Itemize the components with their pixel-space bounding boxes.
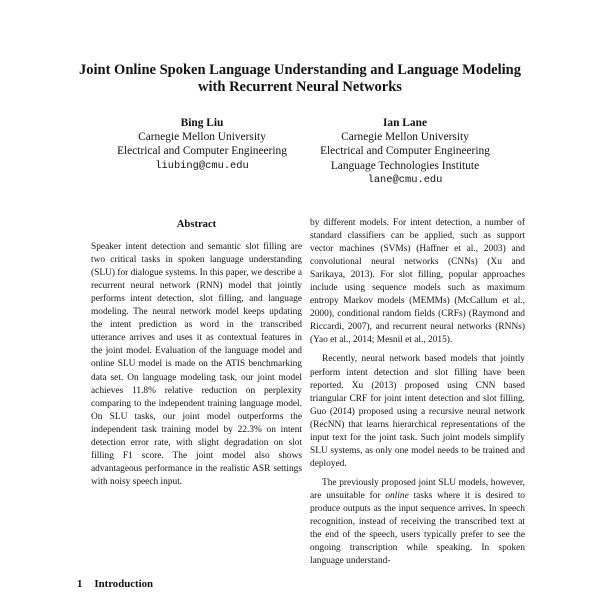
author-email: liubing@cmu.edu — [155, 159, 249, 172]
author-name: Ian Lane — [383, 117, 427, 129]
body-text: tasks where it is desired to produce outputs as the input sequence arrives. In speech recognition, instead of receiving the transcribed text at the end of the speech, users typically prefer to see the ongoing transcription while speaking. In spoken language understand- — [310, 490, 525, 567]
author-affiliation: Language Technologies Institute — [330, 159, 480, 172]
author-affiliation: Electrical and Computer Engineering — [117, 145, 287, 158]
right-column-clip — [310, 217, 525, 600]
author-email: lane@cmu.edu — [367, 173, 443, 186]
paper-title-line-1: Joint Online Spoken Language Understanding and Language Modeling — [79, 62, 521, 78]
author-block-1 — [100, 116, 304, 173]
author-name: Bing Liu — [180, 117, 224, 129]
author-block-2 — [300, 116, 510, 187]
author-affiliation: Carnegie Mellon University — [341, 131, 469, 144]
body-text: The previously proposed joint SLU models, however, are unsuitable for — [310, 477, 525, 501]
emphasized-word: online — [385, 490, 409, 501]
abstract-body: Speaker intent detection and semantic slot filling are two critical tasks in spoken language understanding (SLU) for dialogue systems. In this paper, we describe a recurrent neural network (RNN) model that jointly performs intent detection, slot filling, and language modeling. The neural network model keeps updating the intent prediction as word in the transcribed utterance arrives and uses it as contextual features in the joint model. Evaluation of the language model and online SLU model is made on the ATIS benchmarking data set. On language modeling task, our joint model achieves 11.8% relative reduction on perplexity comparing to the independent training language model. On SLU tasks, our joint model outperforms the independent task training model by 22.3% on intent detection error rate, with slight degradation on slot filling F1 score. The joint model also shows advantageous performance in the realistic ASR settings with noisy speech input. — [91, 242, 302, 487]
section-heading-introduction — [77, 578, 153, 590]
left-column — [89, 218, 304, 489]
paper-title — [40, 62, 560, 96]
paper-title-line-2: with Recurrent Neural Networks — [198, 79, 402, 95]
author-affiliation: Carnegie Mellon University — [138, 131, 266, 144]
body-paragraph: Recently, neural network based models that jointly perform intent detection and slot filling have been reported. Xu (2013) proposed using CNN based triangular CRF for joint intent detection and slot filling. Guo (2014) proposed using a recursive neural network (RecNN) that learns hierarchical representations of the input text for the joint task. Such joint models simplify SLU systems, as only one model needs to be trained and deployed. — [310, 354, 525, 469]
abstract-heading: Abstract — [176, 219, 217, 230]
author-affiliation: Electrical and Computer Engineering — [320, 145, 490, 158]
section-title: Introduction — [94, 578, 154, 590]
body-paragraph — [310, 477, 525, 568]
body-paragraph: by different models. For intent detection, a number of standard classifiers can be applied, such as support vector machines (SVMs) (Haffner et al., 2003) and convolutional neural networks (CNNs) (Xu and Sarikaya, 2013). For slot filling, popular approaches include using sequence models such as maximum entropy Markov models (MEMMs) (McCallum et al., 2000), conditional random fields (CRFs) (Raymond and Riccardi, 2007), and recurrent neural networks (RNNs) (Yao et al., 2014; Mesnil et al., 2015). — [310, 218, 525, 346]
section-number: 1 — [77, 578, 83, 590]
right-column — [310, 217, 525, 600]
